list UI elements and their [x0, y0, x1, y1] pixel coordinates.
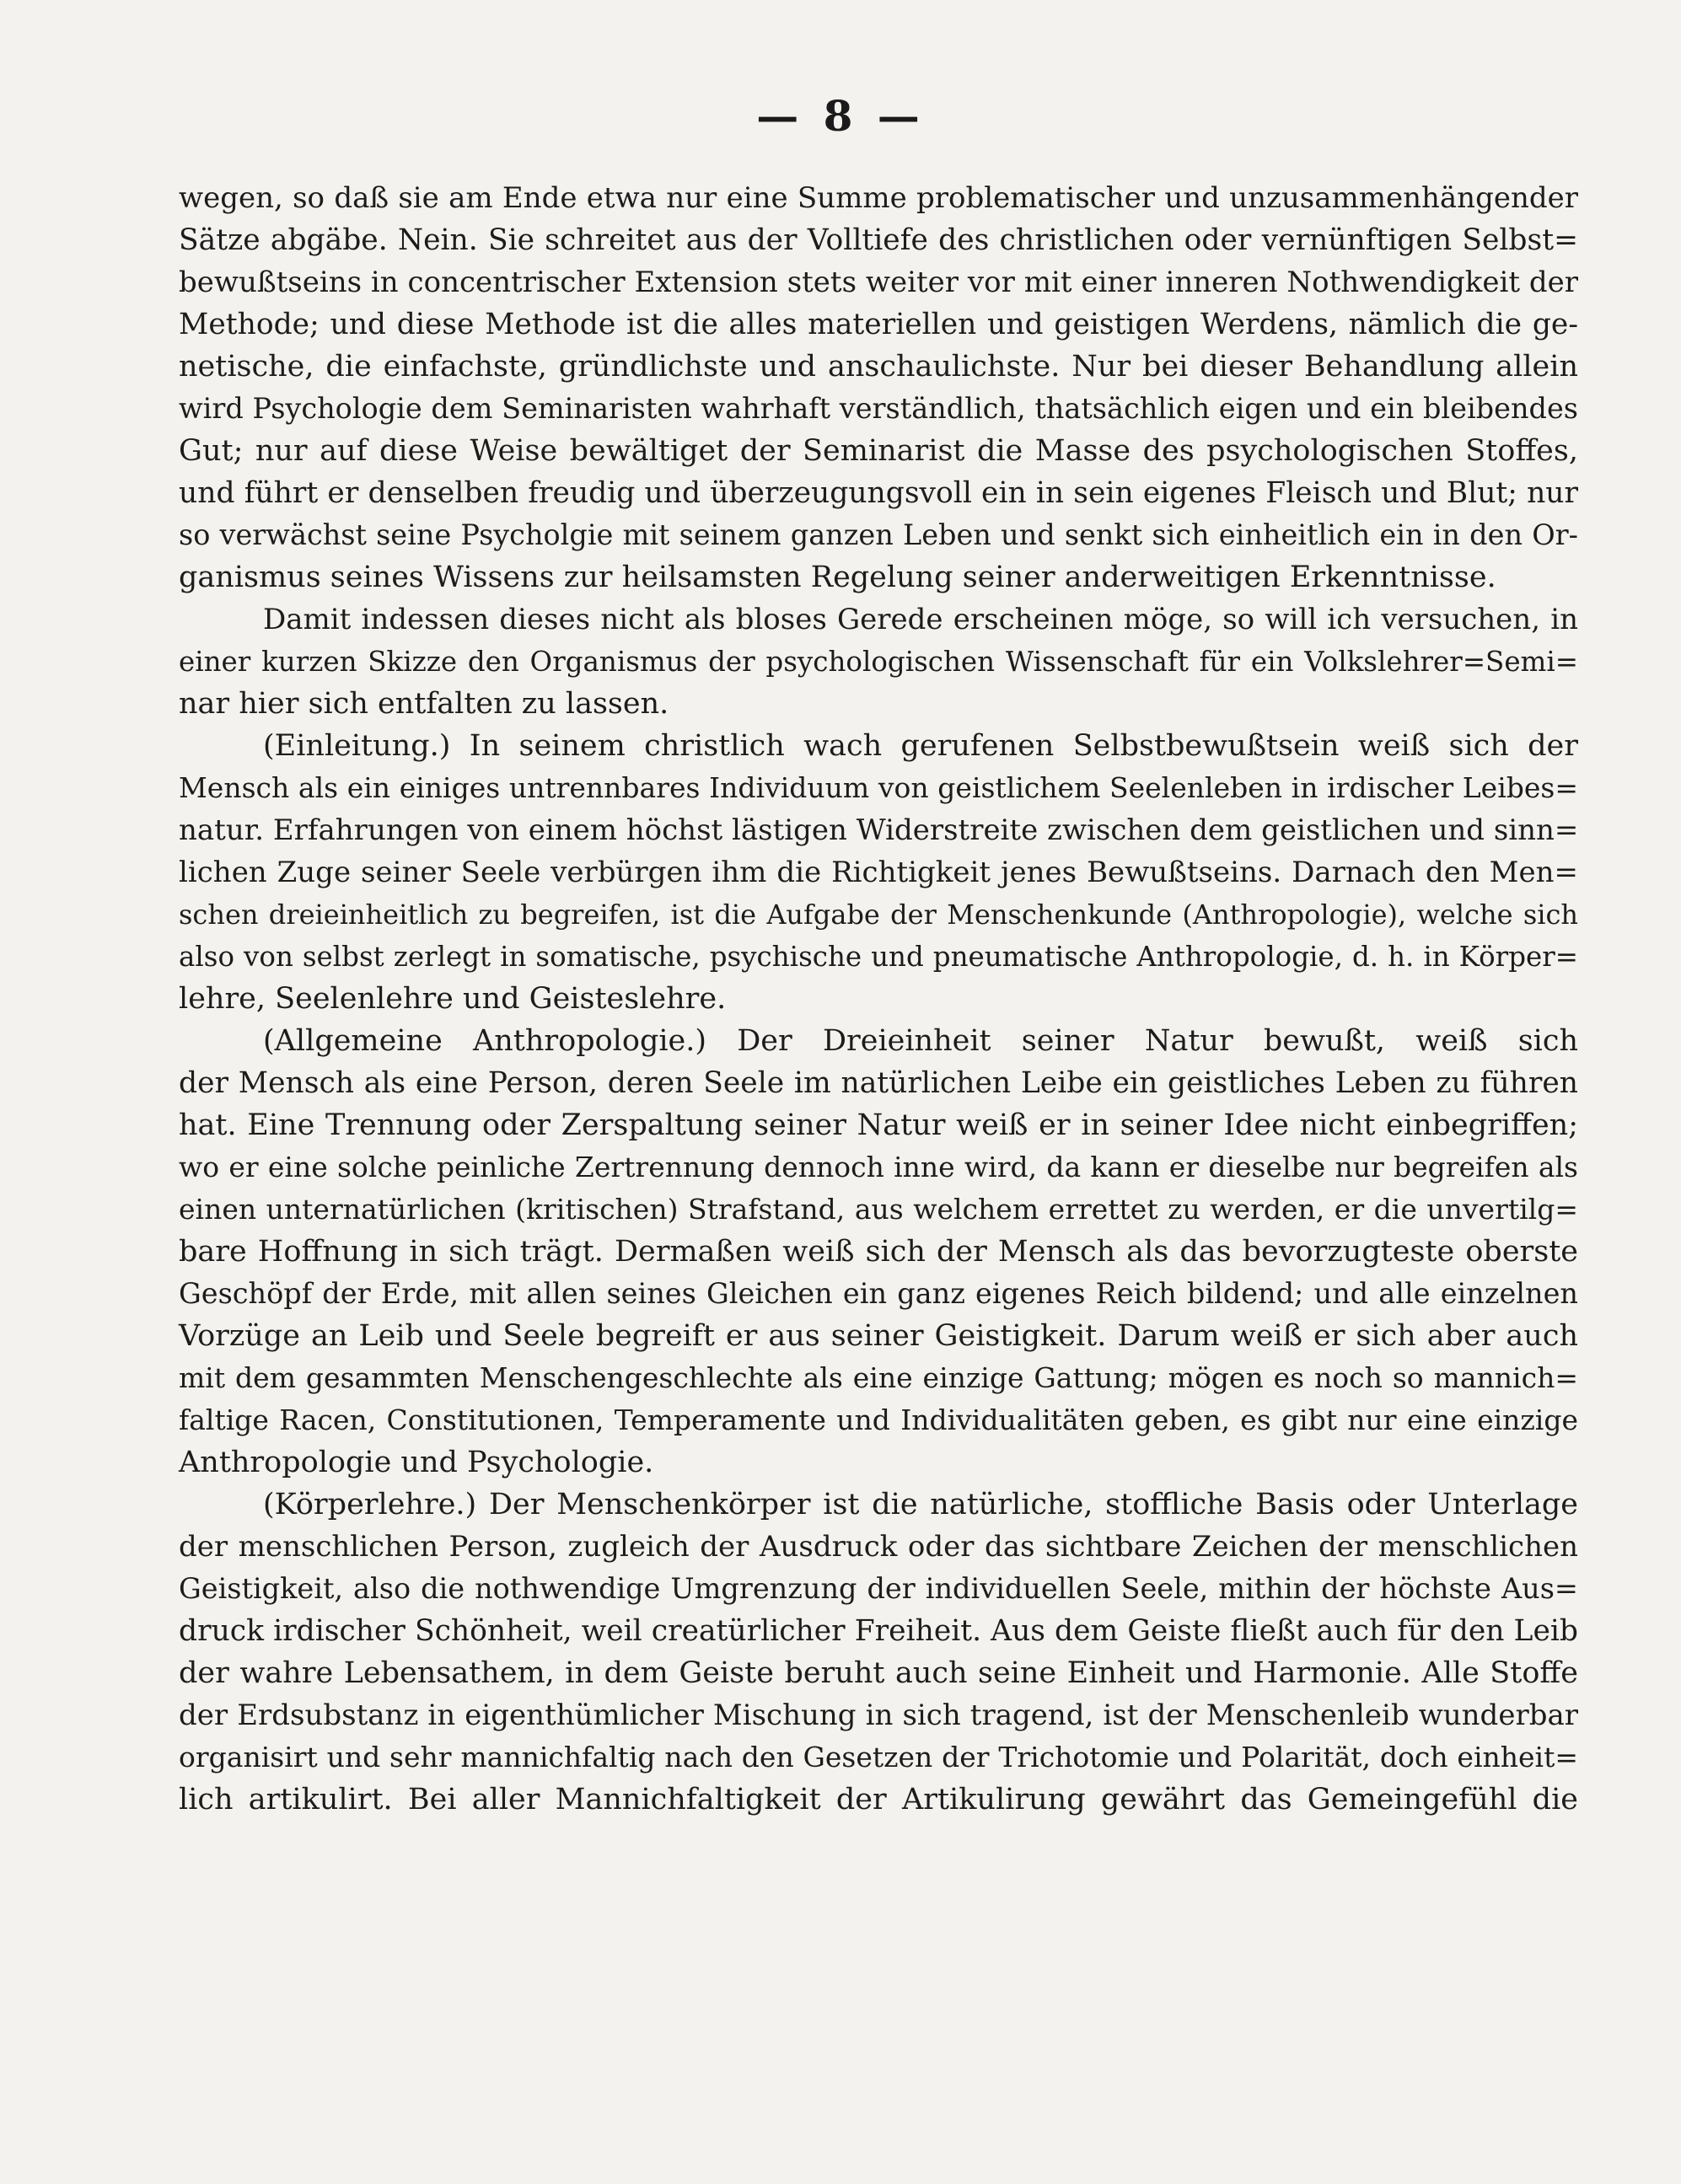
text-line: druck irdischer Schönheit, weil creatürlicher Freiheit. Aus dem Geiste fließt auch für den Leib — [179, 1614, 1578, 1648]
text-line: mit dem gesammten Menschengeschlechte als eine einzige Gattung; mögen es noch so mannich= — [179, 1361, 1578, 1394]
text-line: einer kurzen Skizze den Organismus der psychologischen Wissenschaft für ein Volkslehrer=Semi= — [179, 646, 1578, 678]
text-line: Sätze abgäbe. Nein. Sie schreitet aus der Volltiefe des christlichen oder vernünftigen Selbst= — [179, 223, 1578, 257]
text-line: nar hier sich entfalten zu lassen. — [179, 687, 669, 721]
text-line: (Einleitung.) In seinem christlich wach gerufenen Selbstbewußtsein weiß sich der — [263, 729, 1578, 763]
text-line: schen dreieinheitlich zu begreifen, ist die Aufgabe der Menschenkunde (Anthropologie), welche sich — [179, 899, 1578, 931]
text-line: wo er eine solche peinliche Zertrennung dennoch inne wird, da kann er dieselbe nur begreifen als — [179, 1151, 1578, 1183]
text-line: hat. Eine Trennung oder Zerspaltung seiner Natur weiß er in seiner Idee nicht einbegriffen; — [179, 1108, 1578, 1142]
text-line: Mensch als ein einiges untrennbares Individuum von geistlichem Seelenleben in irdischer Leibes= — [179, 771, 1578, 804]
text-line: ganismus seines Wissens zur heilsamsten Regelung seiner anderweitigen Erkenntnisse. — [179, 561, 1496, 594]
text-line: einen unternatürlichen (kritischen) Strafstand, aus welchem errettet zu werden, er die unvertilg= — [179, 1193, 1578, 1226]
text-line: also von selbst zerlegt in somatische, psychische und pneumatische Anthropologie, d. h. in Körper= — [179, 941, 1578, 973]
text-line: der Mensch als eine Person, deren Seele im natürlichen Leibe ein geistliches Leben zu führen — [179, 1066, 1578, 1100]
text-line: faltige Racen, Constitutionen, Temperamente und Individualitäten geben, es gibt nur eine einzige — [179, 1403, 1578, 1436]
text-line: wird Psychologie dem Seminaristen wahrhaft verständlich, thatsächlich eigen und ein bleibendes — [179, 392, 1578, 425]
text-line: wegen, so daß sie am Ende etwa nur eine Summe problematischer und unzusammenhängender — [179, 181, 1578, 215]
text-line: Damit indessen dieses nicht als bloses Gerede erscheinen möge, so will ich versuchen, in — [263, 603, 1578, 636]
text-line: (Körperlehre.) Der Menschenkörper ist die natürliche, stoffliche Basis oder Unterlage — [263, 1488, 1578, 1521]
text-line: so verwächst seine Psycholgie mit seinem ganzen Leben und senkt sich einheitlich ein in den Or- — [179, 518, 1578, 551]
text-line: Geschöpf der Erde, mit allen seines Gleichen ein ganz eigenes Reich bildend; und alle einzelnen — [179, 1277, 1578, 1310]
text-line: Anthropologie und Psychologie. — [179, 1446, 654, 1479]
text-line: organisirt und sehr mannichfaltig nach den Gesetzen der Trichotomie und Polarität, doch einheit= — [179, 1741, 1578, 1773]
text-line: bare Hoffnung in sich trägt. Dermaßen weiß sich der Mensch als das bevorzugteste oberste — [179, 1235, 1578, 1269]
text-line: Vorzüge an Leib und Seele begreift er aus seiner Geistigkeit. Darum weiß er sich aber auch — [179, 1319, 1578, 1353]
text-line: der wahre Lebensathem, in dem Geiste beruht auch seine Einheit und Harmonie. Alle Stoffe — [179, 1656, 1578, 1690]
text-line: lehre, Seelenlehre und Geisteslehre. — [179, 982, 727, 1016]
text-line: der Erdsubstanz in eigenthümlicher Mischung in sich tragend, ist der Menschenleib wunderbar — [179, 1698, 1578, 1732]
text-line: lich artikulirt. Bei aller Mannichfaltigkeit der Artikulirung gewährt das Gemeingefühl die — [179, 1783, 1578, 1816]
text-line: Gut; nur auf diese Weise bewältiget der Seminarist die Masse des psychologischen Stoffes, — [179, 434, 1578, 468]
page-number: — 8 — — [756, 91, 925, 141]
text-line: natur. Erfahrungen von einem höchst lästigen Widerstreite zwischen dem geistlichen und sinn= — [179, 813, 1579, 847]
text-line: bewußtseins in concentrischer Extension stets weiter vor mit einer inneren Nothwendigkeit der — [179, 266, 1578, 299]
text-line: lichen Zuge seiner Seele verbürgen ihm die Richtigkeit jenes Bewußtseins. Darnach den Men= — [179, 856, 1578, 889]
text-line: Methode; und diese Methode ist die alles materiellen und geistigen Werdens, nämlich die ge- — [179, 308, 1578, 341]
text-line: netische, die einfachste, gründlichste und anschaulichste. Nur bei dieser Behandlung allein — [179, 350, 1578, 384]
text-line: und führt er denselben freudig und überzeugungsvoll ein in sein eigenes Fleisch und Blut; nur — [179, 476, 1578, 510]
text-line: (Allgemeine Anthropologie.) Der Dreieinheit seiner Natur bewußt, weiß sich — [263, 1024, 1578, 1058]
text-line: Geistigkeit, also die nothwendige Umgrenzung der individuellen Seele, mithin der höchste Aus= — [179, 1572, 1578, 1605]
text-line: der menschlichen Person, zugleich der Ausdruck oder das sichtbare Zeichen der menschlichen — [179, 1530, 1578, 1564]
body-text — [179, 177, 1578, 1821]
